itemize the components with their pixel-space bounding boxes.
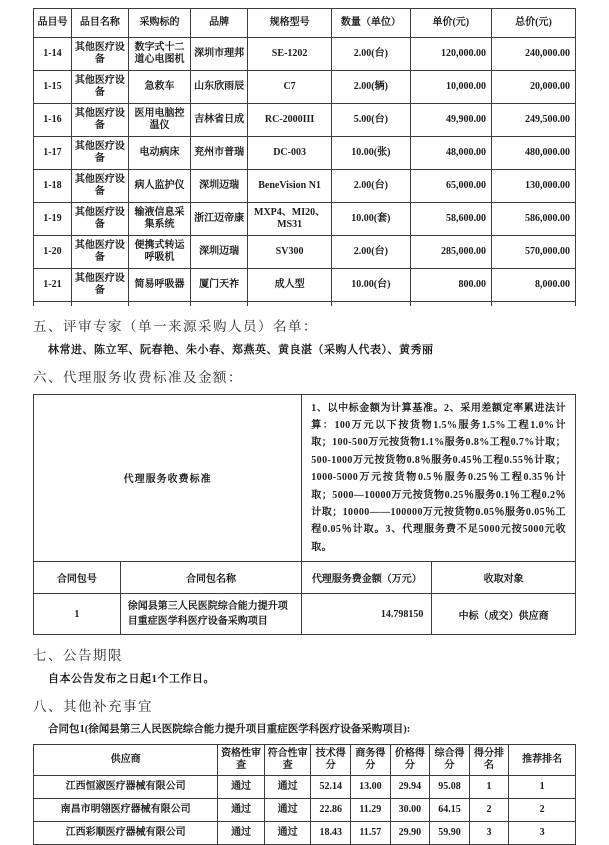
table-cell: 3 xyxy=(469,822,509,845)
table-cell: 65,000.00 xyxy=(410,170,491,203)
section-7-heading: 七、公告期限 xyxy=(33,648,123,664)
expert-names: 林常进、陈立军、阮春艳、朱小春、郑燕英、黄良湛（采购人代表）、黄秀丽 xyxy=(48,343,434,356)
table-cell: 1-16 xyxy=(34,104,72,137)
table-row xyxy=(34,776,576,799)
column-header: 资格性审查 xyxy=(218,745,265,776)
column-header: 商务得分 xyxy=(351,745,391,776)
table-cell: 通过 xyxy=(264,776,311,799)
table-cell: 其他医疗设备 xyxy=(71,236,128,269)
table-cell: 通过 xyxy=(264,822,311,845)
table-cell: 240,000.00 xyxy=(491,38,575,71)
table-cell: 249,500.00 xyxy=(491,104,575,137)
table-cell: SV300 xyxy=(248,236,332,269)
table-cell: 2.00(辆) xyxy=(332,71,411,104)
table-cell: 13.00 xyxy=(351,776,391,799)
table-row xyxy=(34,170,576,203)
column-header: 单价(元) xyxy=(410,9,491,38)
table-cell: 52.14 xyxy=(311,776,351,799)
table-cell: 5.00(台) xyxy=(332,104,411,137)
fee-standard-row xyxy=(34,394,576,562)
table-row xyxy=(34,203,576,236)
table-row xyxy=(34,822,576,845)
table-cell: 2 xyxy=(509,799,576,822)
table-cell: 山东欣雨辰 xyxy=(191,71,248,104)
table-cell: 11.57 xyxy=(351,822,391,845)
table-cell: 2.00(台) xyxy=(332,236,411,269)
column-header: 合同包号 xyxy=(34,562,121,594)
package-note: 合同包1(徐闻县第三人民医院综合能力提升项目重症医学科医疗设备采购项目): xyxy=(48,724,411,736)
table-cell: SE-1202 xyxy=(248,38,332,71)
table-cell: 1-19 xyxy=(34,203,72,236)
table-cell: 其他医疗设备 xyxy=(71,38,128,71)
column-header: 价格得分 xyxy=(390,745,430,776)
table-cell: 49,900.00 xyxy=(410,104,491,137)
table-cell: 2 xyxy=(469,799,509,822)
column-header: 技术得分 xyxy=(311,745,351,776)
table-cell: 成人型 xyxy=(248,269,332,302)
items-table-header-row xyxy=(34,9,576,38)
column-header: 总价(元) xyxy=(491,9,575,38)
suppliers-table-header-row xyxy=(34,745,576,776)
table-cell: 480,000.00 xyxy=(491,137,575,170)
table-cell: 570,000.00 xyxy=(491,236,575,269)
table-cell: 18.43 xyxy=(311,822,351,845)
agency-fee-table xyxy=(33,394,576,636)
suppliers-score-table xyxy=(33,744,576,845)
fee-standard-label: 代理服务收费标准 xyxy=(34,394,302,562)
column-header: 规格型号 xyxy=(248,9,332,38)
table-cell: 10.00(张) xyxy=(332,137,411,170)
package-number: 1 xyxy=(34,594,121,635)
section-8-heading: 八、其他补充事宜 xyxy=(33,699,153,715)
table-cell: 10,000.00 xyxy=(410,71,491,104)
column-header: 品牌 xyxy=(191,9,248,38)
table-cell: 其他医疗设备 xyxy=(71,170,128,203)
announcement-period-text: 自本公告发布之日起1个工作日。 xyxy=(48,673,215,686)
fee-amount: 14.798150 xyxy=(302,594,432,635)
column-header: 综合得分 xyxy=(430,745,470,776)
fee-target: 中标（成交）供应商 xyxy=(432,594,576,635)
table-cell: 1-20 xyxy=(34,236,72,269)
column-header: 采购标的 xyxy=(128,9,190,38)
table-cell: 通过 xyxy=(264,799,311,822)
table-cell: 3 xyxy=(509,822,576,845)
table-row xyxy=(34,38,576,71)
items-table xyxy=(33,8,576,306)
fee-package-row xyxy=(34,594,576,635)
table-row xyxy=(34,269,576,302)
table-row xyxy=(34,104,576,137)
table-cell: 急救车 xyxy=(128,71,190,104)
column-header: 数量（单位） xyxy=(332,9,411,38)
table-cell: 10.00(套) xyxy=(332,203,411,236)
table-cell: 29.90 xyxy=(390,822,430,845)
clipped-row xyxy=(34,302,576,306)
fee-table-header-row xyxy=(34,562,576,594)
section-5-heading: 五、评审专家（单一来源采购人员）名单： xyxy=(33,318,318,334)
table-cell: 1-14 xyxy=(34,38,72,71)
table-cell: 病人监护仪 xyxy=(128,170,190,203)
table-cell: 浙江迈帝康 xyxy=(191,203,248,236)
table-cell: 简易呼吸器 xyxy=(128,269,190,302)
table-cell: 800.00 xyxy=(410,269,491,302)
table-cell: 厦门天祚 xyxy=(191,269,248,302)
table-cell: 深圳迈瑞 xyxy=(191,236,248,269)
table-cell: 深圳迈瑞 xyxy=(191,170,248,203)
column-header: 品目号 xyxy=(34,9,72,38)
table-cell: 130,000.00 xyxy=(491,170,575,203)
table-cell: 8,000.00 xyxy=(491,269,575,302)
table-cell: 便携式转运呼吸机 xyxy=(128,236,190,269)
package-name: 徐闻县第三人民医院综合能力提升项目重症医学科医疗设备采购项目 xyxy=(120,594,302,635)
table-cell: 江西恒淑医疗器械有限公司 xyxy=(34,776,218,799)
table-cell: 其他医疗设备 xyxy=(71,269,128,302)
table-cell: 59.90 xyxy=(430,822,470,845)
table-cell: 其他医疗设备 xyxy=(71,71,128,104)
table-cell: 吉林省日成 xyxy=(191,104,248,137)
table-cell: 22.86 xyxy=(311,799,351,822)
fee-standard-text: 1、以中标金额为计算基准。2、采用差额定率累进法计算：100万元以下按货物1.5%服务1.5%工程1.0%计取；100-500万元按货物1.1%服务0.8%工程0.7%计取；500-1000万元按货物0.8％服务0.45％工程0.55％计取；1000-5000万元按货物0.5％服务0.25％工程0.35％计取；5000—10000万元按货物0.25％服务0.1％工程0.2％计取；10000——100000万元按货物0.05％服务0.05％工程0.05％计取。3、代理服务费不足5000元按5000元收取。 xyxy=(302,394,576,562)
table-cell: 1-15 xyxy=(34,71,72,104)
table-cell: 30.00 xyxy=(390,799,430,822)
table-cell: DC-003 xyxy=(248,137,332,170)
column-header: 合同包名称 xyxy=(120,562,302,594)
table-cell: 2.00(台) xyxy=(332,38,411,71)
column-header: 推荐排名 xyxy=(509,745,576,776)
table-cell: 电动病床 xyxy=(128,137,190,170)
table-cell: 医用电脑控温仪 xyxy=(128,104,190,137)
table-row xyxy=(34,71,576,104)
table-cell: C7 xyxy=(248,71,332,104)
table-cell: BeneVision N1 xyxy=(248,170,332,203)
table-cell: 其他医疗设备 xyxy=(71,203,128,236)
table-cell: 10.00(台) xyxy=(332,269,411,302)
table-cell: 1-17 xyxy=(34,137,72,170)
table-cell: 通过 xyxy=(218,799,265,822)
table-cell: 48,000.00 xyxy=(410,137,491,170)
table-cell: 通过 xyxy=(218,776,265,799)
table-row xyxy=(34,799,576,822)
table-cell: 输液信息采集系统 xyxy=(128,203,190,236)
table-cell: 江西彩顺医疗器械有限公司 xyxy=(34,822,218,845)
table-cell: 通过 xyxy=(218,822,265,845)
table-cell: 1-21 xyxy=(34,269,72,302)
table-cell: MXP4、MI20、MS31 xyxy=(248,203,332,236)
section-6-heading: 六、代理服务收费标准及金额： xyxy=(33,369,243,385)
table-cell: 64.15 xyxy=(430,799,470,822)
table-cell: RC-2000III xyxy=(248,104,332,137)
table-cell: 数字式十二道心电图机 xyxy=(128,38,190,71)
table-cell: 11.29 xyxy=(351,799,391,822)
column-header: 收取对象 xyxy=(432,562,576,594)
table-cell: 1 xyxy=(509,776,576,799)
column-header: 品目名称 xyxy=(71,9,128,38)
table-cell: 深圳市理邦 xyxy=(191,38,248,71)
table-cell: 120,000.00 xyxy=(410,38,491,71)
column-header: 代理服务费金额（万元） xyxy=(302,562,432,594)
table-cell: 20,000.00 xyxy=(491,71,575,104)
table-cell: 2.00(台) xyxy=(332,170,411,203)
column-header: 符合性审查 xyxy=(264,745,311,776)
column-header: 得分排名 xyxy=(469,745,509,776)
table-cell: 南昌市明翎医疗器械有限公司 xyxy=(34,799,218,822)
table-cell: 285,000.00 xyxy=(410,236,491,269)
table-row xyxy=(34,137,576,170)
column-header: 供应商 xyxy=(34,745,218,776)
table-cell: 1 xyxy=(469,776,509,799)
table-cell: 29.94 xyxy=(390,776,430,799)
table-cell: 586,000.00 xyxy=(491,203,575,236)
table-cell: 58,600.00 xyxy=(410,203,491,236)
table-cell: 兖州市普瑞 xyxy=(191,137,248,170)
table-row xyxy=(34,236,576,269)
table-cell: 其他医疗设备 xyxy=(71,137,128,170)
table-cell: 95.08 xyxy=(430,776,470,799)
table-cell: 1-18 xyxy=(34,170,72,203)
table-cell: 其他医疗设备 xyxy=(71,104,128,137)
